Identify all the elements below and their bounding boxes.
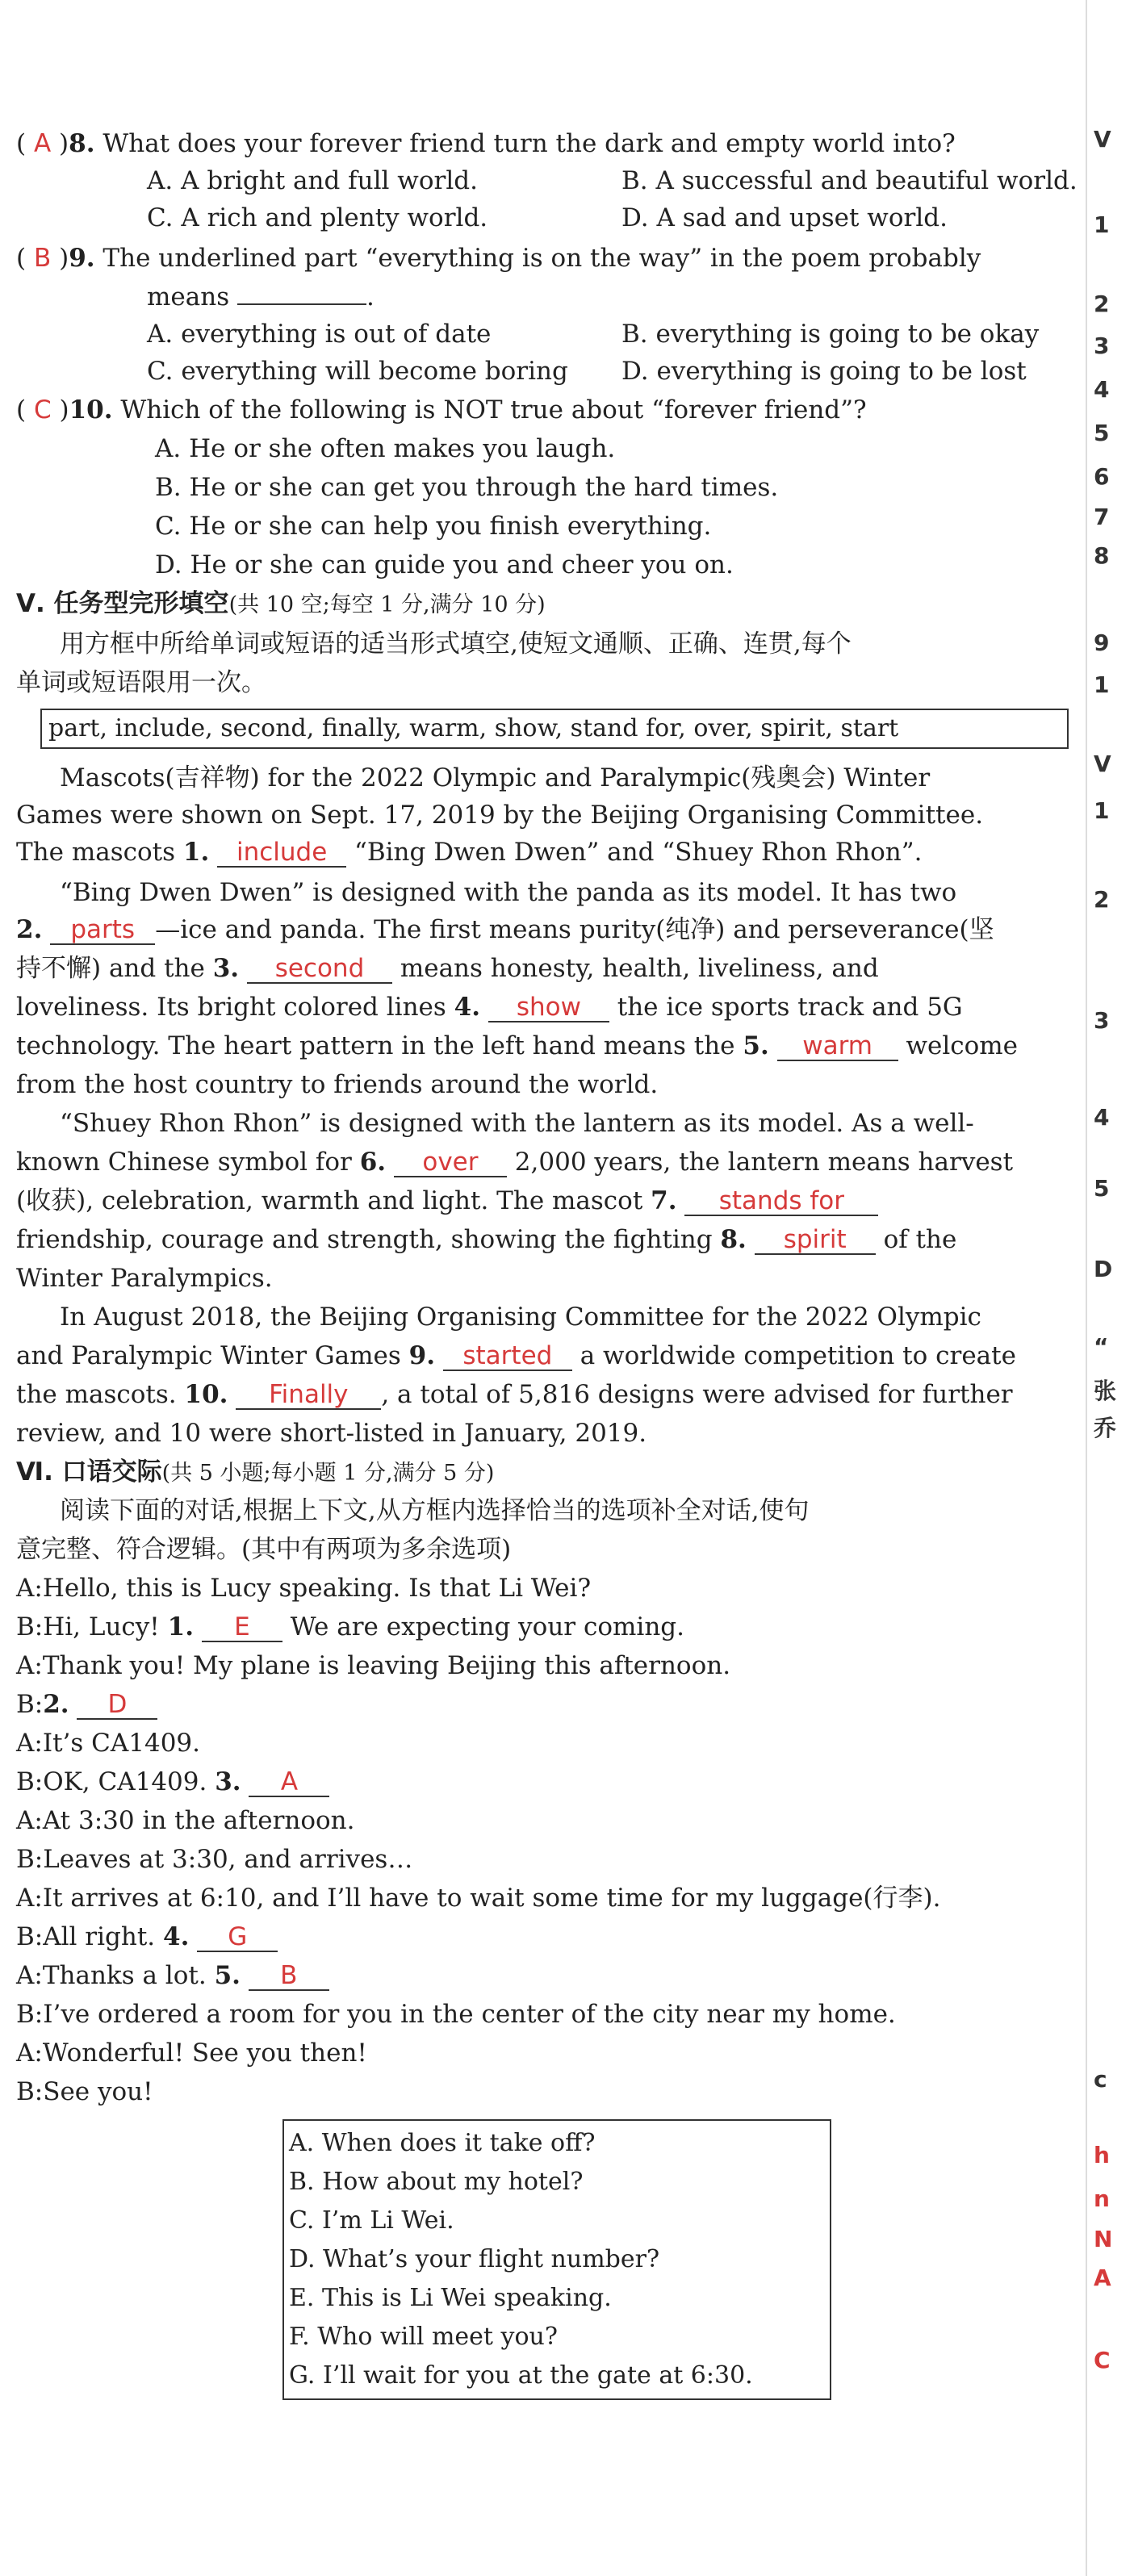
dialogue-line: B:Hi, Lucy! 1. E We are expecting your coming. — [16, 1612, 684, 1641]
passage-line: known Chinese symbol for 6. over 2,000 years, the lantern means harvest — [16, 1148, 1014, 1177]
q10-option-d: D. He or she can guide you and cheer you on. — [155, 550, 734, 579]
dialogue-line: A:Thank you! My plane is leaving Beijing this afternoon. — [16, 1651, 731, 1680]
blank-3: second — [247, 955, 392, 984]
dialogue-line: A:It’s CA1409. — [16, 1729, 201, 1758]
section-6-instr2: 意完整、符合逻辑。(其中有两项为多余选项) — [16, 1535, 512, 1564]
q9-options-row1: A. everything is out of date B. everything is going to be okay — [147, 320, 1040, 349]
edge-mark: 张 — [1094, 1378, 1117, 1404]
option-g: G. I’ll wait for you at the gate at 6:30. — [289, 2361, 753, 2390]
edge-mark: V — [1094, 751, 1111, 777]
passage-line: The mascots 1. include “Bing Dwen Dwen” and “Shuey Rhon Rhon”. — [16, 838, 923, 867]
edge-mark: 3 — [1094, 332, 1110, 359]
answer-8: A — [33, 129, 52, 158]
passage-line: “Bing Dwen Dwen” is designed with the panda as its model. It has two — [60, 878, 957, 907]
edge-mark: C — [1094, 2347, 1111, 2373]
passage-line: 2. parts —ice and panda. The first means purity(纯净) and perseverance(坚 — [16, 915, 994, 944]
passage-line: technology. The heart pattern in the left hand means the 5. warm welcome — [16, 1031, 1019, 1060]
edge-mark: n — [1094, 2185, 1110, 2212]
answer-9: B — [33, 244, 52, 273]
dialogue-line: A:Thanks a lot. 5. B — [16, 1959, 329, 1992]
q9-blank — [237, 303, 366, 305]
dialogue-line: B:I’ve ordered a room for you in the center of the city near my home. — [16, 2000, 896, 2029]
blank-4: show — [488, 993, 609, 1022]
edge-mark: 5 — [1094, 420, 1110, 446]
q10-option-b: B. He or she can get you through the hard times. — [155, 473, 779, 502]
option-d: D. What’s your flight number? — [289, 2245, 660, 2273]
dialogue-line: B:Leaves at 3:30, and arrives… — [16, 1845, 413, 1874]
dialogue-line: A:Hello, this is Lucy speaking. Is that Li Wei? — [16, 1574, 592, 1603]
q8-options-row2: C. A rich and plenty world. D. A sad and upset world. — [147, 203, 948, 232]
passage-line: Mascots(吉祥物) for the 2022 Olympic and Paralympic(残奥会) Winter — [60, 763, 931, 792]
dialogue-blank-5: B — [249, 1962, 329, 1991]
edge-mark: 乔 — [1094, 1415, 1117, 1441]
q10-option-c: C. He or she can help you finish everything. — [155, 512, 712, 541]
blank-5: warm — [777, 1032, 898, 1061]
page-divider — [1086, 0, 1087, 2576]
edge-mark: 9 — [1094, 629, 1110, 656]
option-a: A. When does it take off? — [289, 2129, 596, 2157]
question-10: ( C )10. Which of the following is NOT true about “forever friend”? — [16, 395, 867, 424]
dialogue-blank-3: A — [249, 1768, 329, 1797]
edge-mark: 4 — [1094, 376, 1110, 403]
dialogue-blank-1: E — [202, 1613, 282, 1642]
passage-line: from the host country to friends around the world. — [16, 1070, 659, 1099]
section-5-instr2: 单词或短语限用一次。 — [16, 668, 266, 697]
edge-mark: V — [1094, 126, 1111, 153]
passage-line: Games were shown on Sept. 17, 2019 by the Beijing Organising Committee. — [16, 801, 984, 830]
blank-7: stands for — [684, 1187, 878, 1216]
option-f: F. Who will meet you? — [289, 2323, 558, 2351]
blank-8: spirit — [755, 1226, 876, 1255]
word-bank-box: part, include, second, finally, warm, show, stand for, over, spirit, start — [40, 709, 1069, 749]
edge-mark: N — [1094, 2226, 1113, 2252]
edge-mark: A — [1094, 2264, 1111, 2291]
blank-6: over — [394, 1148, 507, 1177]
dialogue-line: A:Wonderful! See you then! — [16, 2039, 367, 2068]
options-box — [282, 2119, 831, 2400]
section-6-title: Ⅵ. 口语交际(共 5 小题;每小题 1 分,满分 5 分) — [16, 1457, 495, 1487]
edge-mark: 2 — [1094, 886, 1110, 913]
passage-line: In August 2018, the Beijing Organising Committee for the 2022 Olympic — [60, 1303, 981, 1332]
option-b: B. How about my hotel? — [289, 2168, 584, 2196]
edge-mark: c — [1094, 2066, 1107, 2093]
edge-mark: 1 — [1094, 671, 1110, 698]
section-5-title: Ⅴ. 任务型完形填空(共 10 空;每空 1 分,满分 10 分) — [16, 589, 546, 618]
dialogue-blank-2: D — [77, 1691, 157, 1720]
blank-2: parts — [50, 916, 155, 945]
passage-line: “Shuey Rhon Rhon” is designed with the lantern as its model. As a well- — [60, 1109, 974, 1138]
passage-line: 持不懈) and the 3. second means honesty, health, liveliness, and — [16, 954, 879, 983]
edge-mark: 8 — [1094, 542, 1110, 569]
section-6-instr1: 阅读下面的对话,根据上下文,从方框内选择恰当的选项补全对话,使句 — [60, 1496, 810, 1525]
passage-line: friendship, courage and strength, showing the fighting 8. spirit of the — [16, 1225, 957, 1254]
blank-10: Finally — [236, 1381, 381, 1410]
q9-options-row2: C. everything will become boring D. everything is going to be lost — [147, 357, 1027, 386]
q10-option-a: A. He or she often makes you laugh. — [155, 434, 616, 463]
edge-mark: 4 — [1094, 1104, 1110, 1131]
dialogue-line: B:All right. 4. G — [16, 1921, 278, 1953]
option-e: E. This is Li Wei speaking. — [289, 2284, 612, 2312]
q9-cont: means . — [147, 282, 375, 312]
passage-line: (收获), celebration, warmth and light. The mascot 7. stands for — [16, 1185, 878, 1217]
question-9: ( B )9. The underlined part “everything is on the way” in the poem probably — [16, 244, 981, 273]
blank-9: started — [443, 1342, 572, 1371]
answer-10: C — [33, 395, 52, 424]
passage-line: and Paralympic Winter Games 9. started a worldwide competition to create — [16, 1341, 1016, 1370]
edge-mark: “ — [1094, 1333, 1109, 1360]
edge-mark: D — [1094, 1256, 1113, 1282]
blank-1: include — [217, 838, 346, 868]
edge-mark: 7 — [1094, 504, 1110, 530]
edge-mark: 1 — [1094, 211, 1110, 238]
passage-line: loveliness. Its bright colored lines 4. show the ice sports track and 5G — [16, 993, 963, 1022]
edge-mark: 1 — [1094, 797, 1110, 824]
option-c: C. I’m Li Wei. — [289, 2206, 454, 2235]
edge-mark: 6 — [1094, 463, 1110, 490]
q8-options-row1: A. A bright and full world. B. A successful and beautiful world. — [147, 166, 1078, 195]
question-8: ( A )8. What does your forever friend turn the dark and empty world into? — [16, 129, 956, 158]
dialogue-line: A:It arrives at 6:10, and I’ll have to wait some time for my luggage(行李). — [16, 1884, 941, 1913]
dialogue-line: B:2. D — [16, 1688, 157, 1721]
passage-line: Winter Paralympics. — [16, 1264, 273, 1293]
dialogue-line: B:See you! — [16, 2077, 153, 2106]
edge-mark: h — [1094, 2142, 1110, 2168]
edge-mark: 2 — [1094, 291, 1110, 317]
edge-mark: 5 — [1094, 1175, 1110, 1202]
dialogue-blank-4: G — [197, 1923, 278, 1952]
dialogue-line: A:At 3:30 in the afternoon. — [16, 1806, 355, 1835]
passage-line: review, and 10 were short-listed in January, 2019. — [16, 1419, 647, 1448]
dialogue-line: B:OK, CA1409. 3. A — [16, 1766, 329, 1798]
passage-line: the mascots. 10. Finally , a total of 5,816 designs were advised for further — [16, 1380, 1013, 1409]
edge-mark: 3 — [1094, 1007, 1110, 1034]
section-5-instr1: 用方框中所给单词或短语的适当形式填空,使短文通顺、正确、连贯,每个 — [60, 629, 852, 659]
